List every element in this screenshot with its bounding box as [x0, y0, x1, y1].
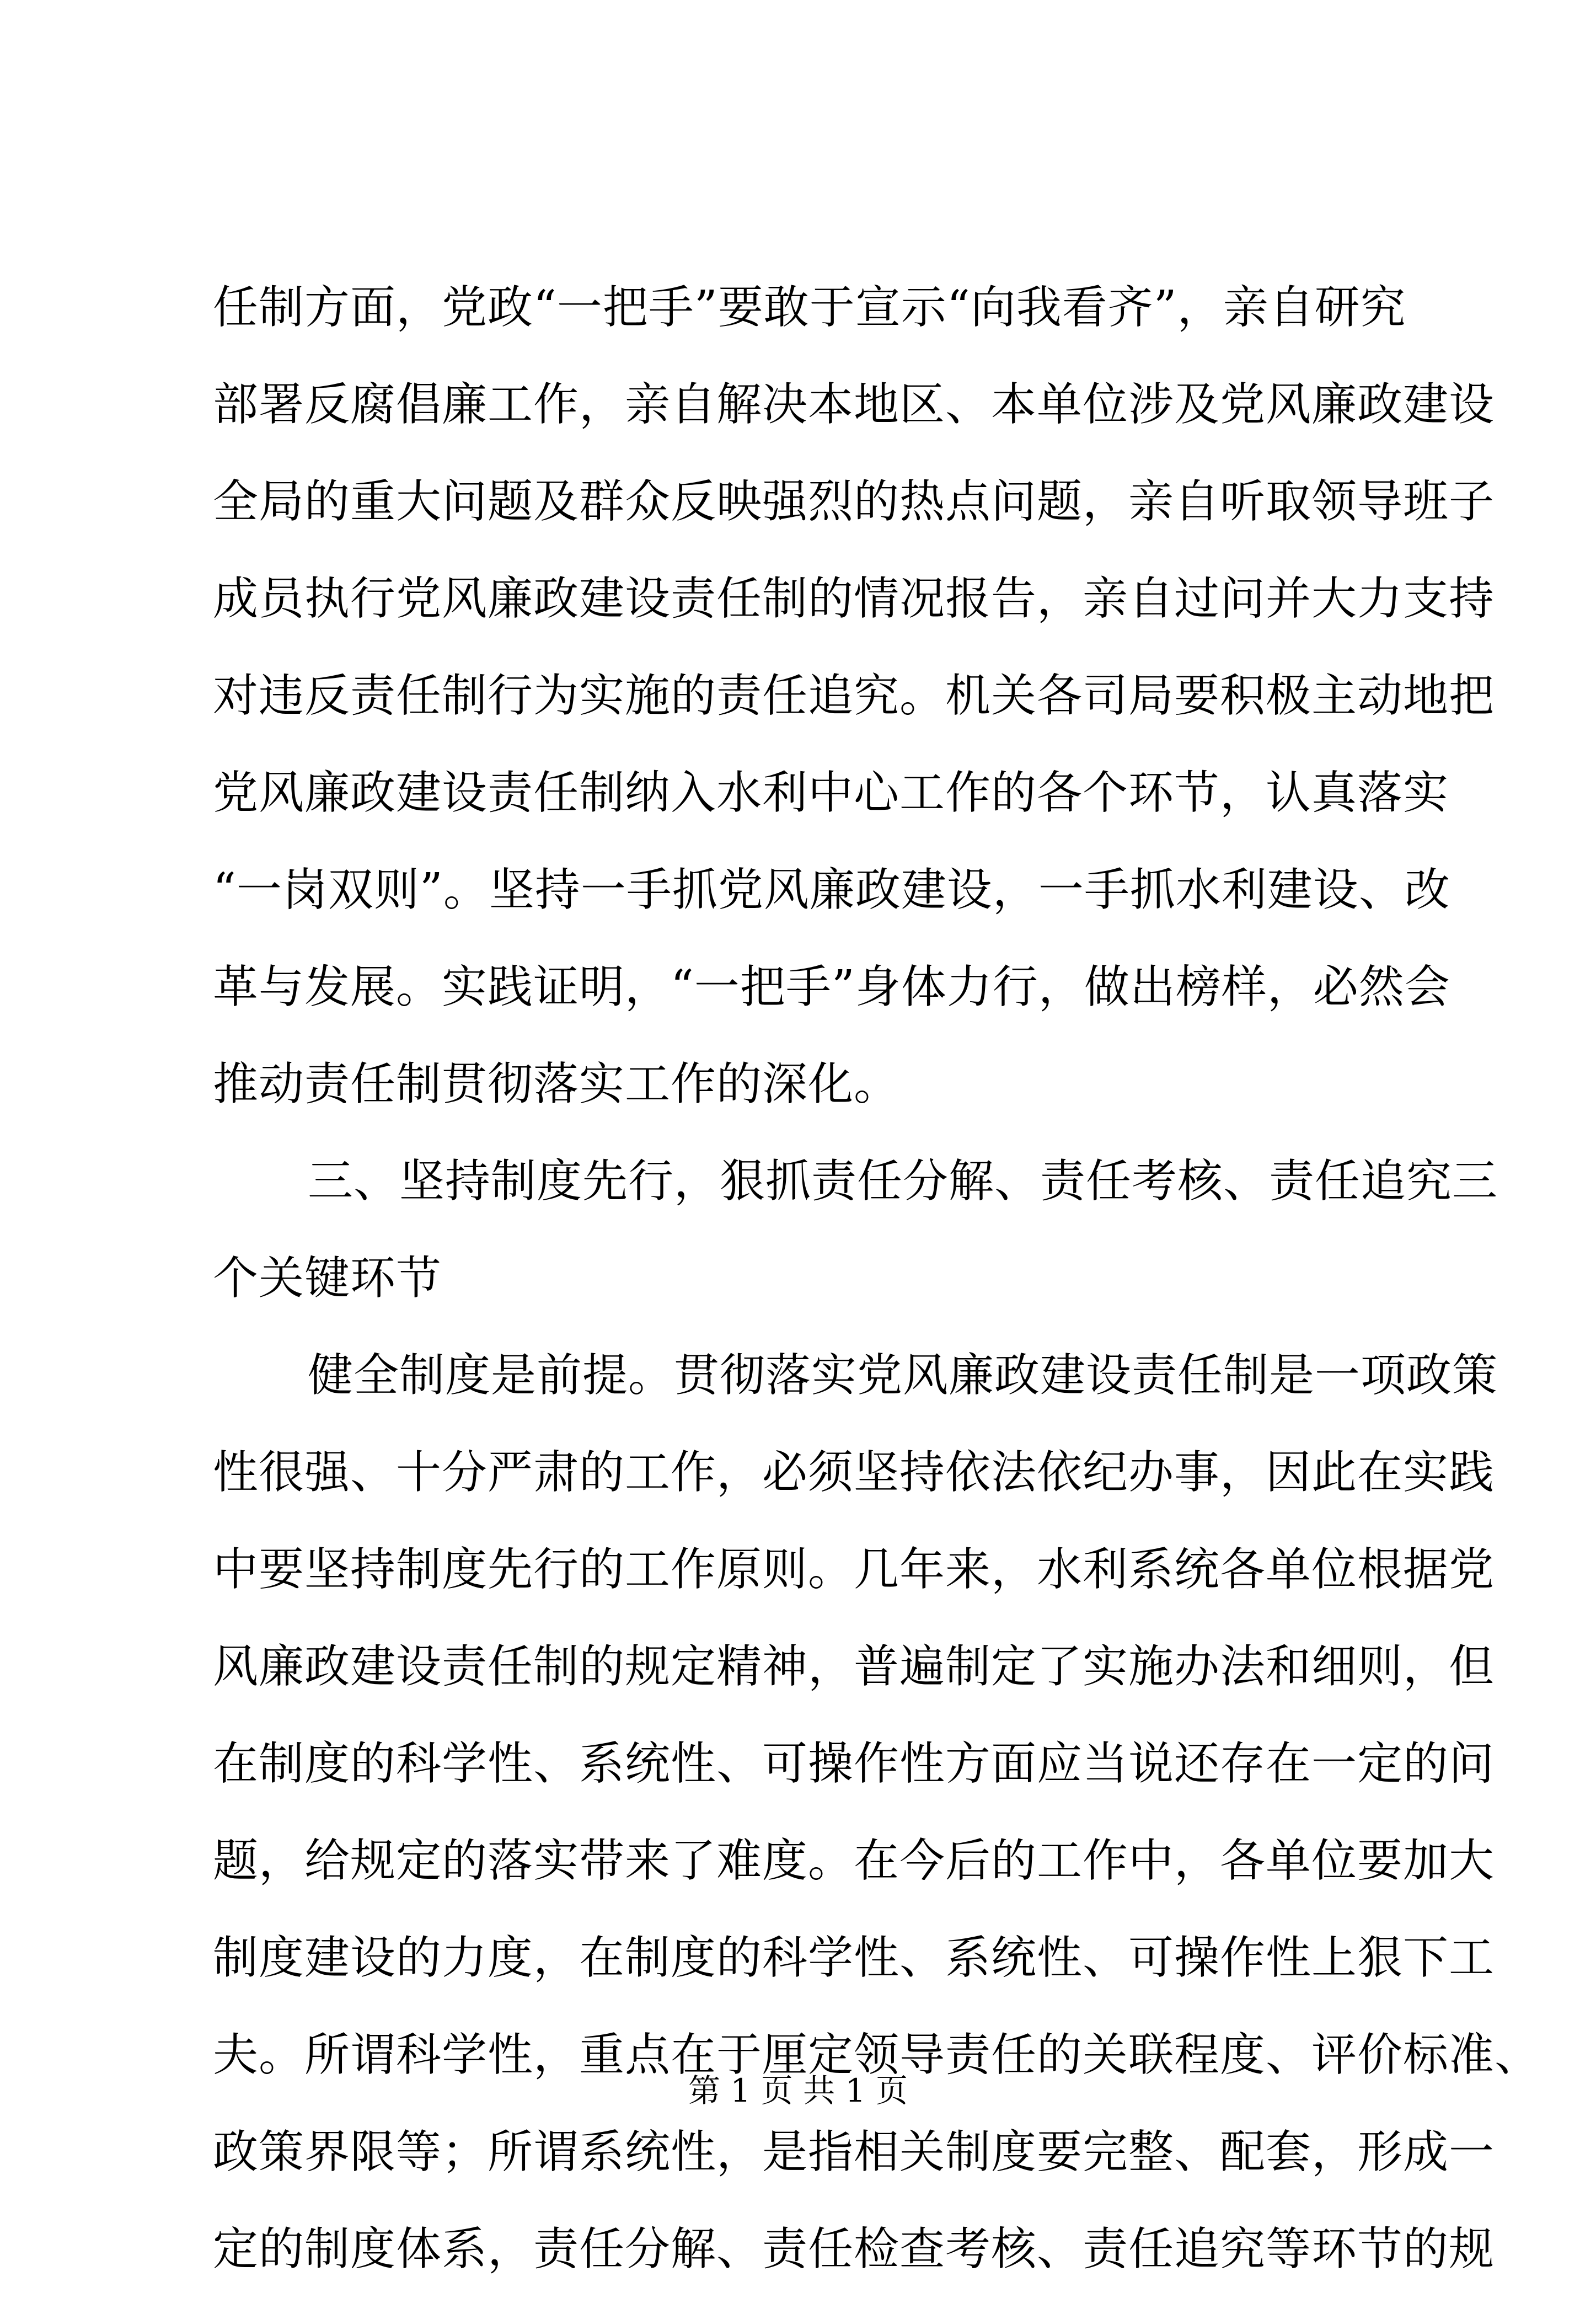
text-line: 推动责任制贯彻落实工作的深化。: [213, 1058, 900, 1110]
text-line: 在制度的科学性、系统性、可操作性方面应当说还存在一定的问: [213, 1738, 1495, 1790]
text-line: 健全制度是前提。贯彻落实党风廉政建设责任制是一项政策: [308, 1349, 1498, 1402]
text-line: 中要坚持制度先行的工作原则。几年来，水利系统各单位根据党: [213, 1543, 1495, 1596]
text-line: 性很强、十分严肃的工作，必须坚持依法依纪办事，因此在实践: [213, 1446, 1495, 1499]
text-line: 制度建设的力度，在制度的科学性、系统性、可操作性上狠下工: [213, 1932, 1495, 1984]
section-heading: 三、坚持制度先行，狠抓责任分解、责任考核、责任追究三: [308, 1155, 1498, 1207]
text-line: 夫。所谓科学性，重点在于厘定领导责任的关联程度、评价标准、: [213, 2029, 1541, 2081]
text-line: 党风廉政建设责任制纳入水利中心工作的各个环节，认真落实: [213, 767, 1449, 819]
section-heading: 个关键环节: [213, 1252, 442, 1305]
text-line: 任制方面，党政“一把手”要敢于宣示“向我看齐”，亲自研究: [213, 281, 1406, 334]
text-line: 题，给规定的落实带来了难度。在今后的工作中，各单位要加大: [213, 1835, 1495, 1887]
document-body: [213, 259, 1541, 2298]
text-line: 革与发展。实践证明，“一把手”身体力行，做出榜样，必然会: [213, 961, 1450, 1013]
text-line: 成员执行党风廉政建设责任制的情况报告，亲自过问并大力支持: [213, 573, 1495, 625]
page-footer: 第 1 页 共 1 页: [688, 2072, 908, 2109]
text-line: 政策界限等；所谓系统性，是指相关制度要完整、配套，形成一: [213, 2126, 1495, 2178]
text-line: 对违反责任制行为实施的责任追究。机关各司局要积极主动地把: [213, 670, 1495, 722]
text-line: 部署反腐倡廉工作，亲自解决本地区、本单位涉及党风廉政建设: [213, 378, 1495, 431]
text-line: 风廉政建设责任制的规定精神，普遍制定了实施办法和细则，但: [213, 1640, 1495, 1693]
text-line: 全局的重大问题及群众反映强烈的热点问题，亲自听取领导班子: [213, 475, 1495, 528]
text-line: “一岗双则”。坚持一手抓党风廉政建设，一手抓水利建设、改: [213, 864, 1450, 916]
text-line: 定的制度体系，责任分解、责任检查考核、责任追究等环节的规: [213, 2223, 1495, 2275]
